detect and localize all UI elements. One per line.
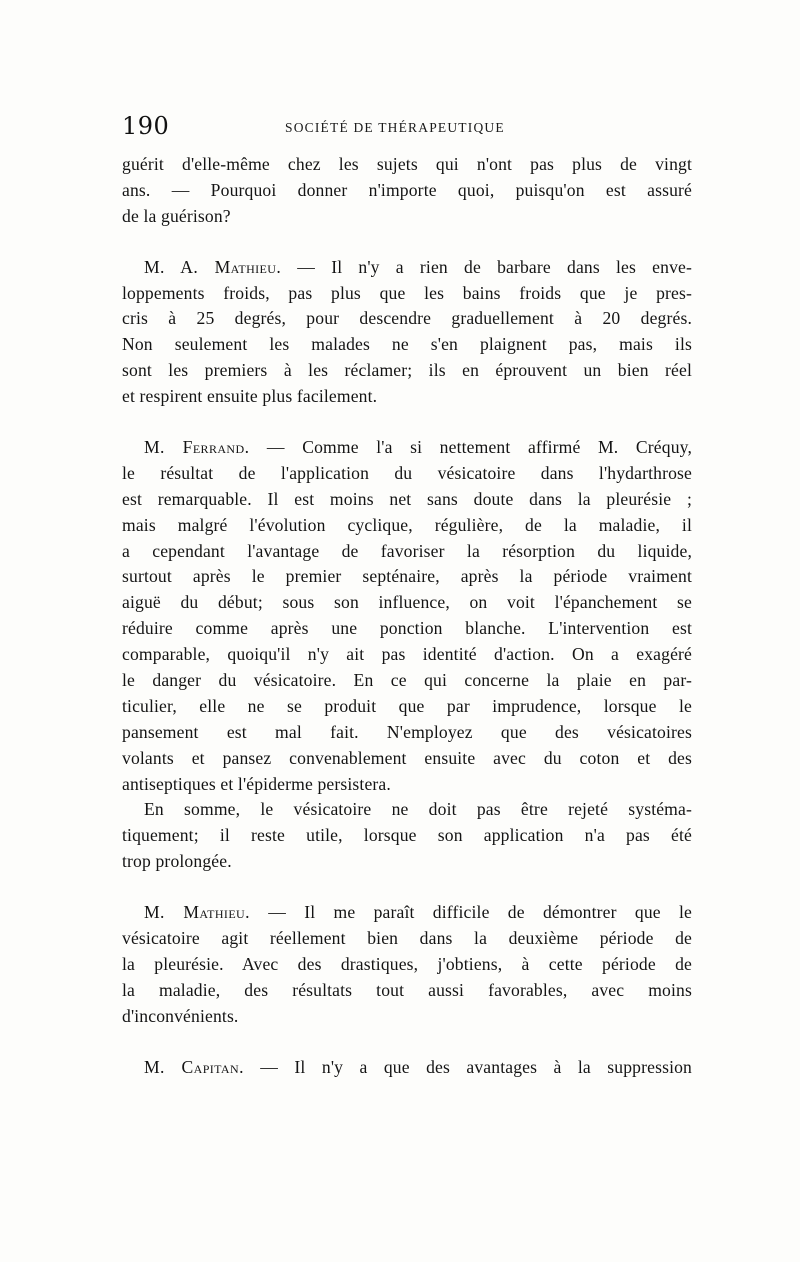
text-line: Non seulement les malades ne s'en plaignent pas, mais ils — [122, 334, 692, 355]
text-line: réduire comme après une ponction blanche. L'intervention est — [122, 618, 692, 639]
text-line: aiguë du début; sous son influence, on voit l'épanchement se — [122, 592, 692, 613]
paragraph — [122, 255, 692, 410]
text-line: le résultat de l'application du vésicatoire dans l'hydarthrose — [122, 462, 692, 483]
text-line: la pleurésie. Avec des drastiques, j'obtiens, à cette période de — [122, 953, 692, 974]
text-line — [122, 255, 692, 281]
body-text — [122, 152, 692, 1106]
text-line: loppements froids, pas plus que les bains froids que je pres- — [122, 282, 692, 303]
line-text: — Il n'y a rien de barbare dans les enve- — [281, 256, 692, 277]
paragraph — [122, 900, 692, 1029]
page-number: 190 — [122, 112, 170, 140]
speaker-name: M. Capitan. — [144, 1056, 244, 1077]
paragraph — [122, 1055, 692, 1081]
speaker-name: M. Ferrand. — [144, 437, 250, 458]
page-header — [122, 112, 692, 142]
text-line: volants et pansez convenablement ensuite avec du coton et des — [122, 747, 692, 768]
text-line — [122, 435, 692, 461]
text-line: vésicatoire agit réellement bien dans la deuxième période de — [122, 928, 692, 949]
line-text: — Comme l'a si nettement affirmé M. Créquy, — [249, 437, 692, 458]
text-line: la maladie, des résultats tout aussi favorables, avec moins — [122, 979, 692, 1000]
text-line: ticulier, elle ne se produit que par imprudence, lorsque le — [122, 695, 692, 716]
text-line: trop prolongée. — [122, 851, 232, 872]
text-line: a cependant l'avantage de favoriser la résorption du liquide, — [122, 540, 692, 561]
running-head: SOCIÉTÉ DE THÉRAPEUTIQUE — [285, 120, 505, 135]
line-text: — Il n'y a que des avantages à la suppression — [243, 1056, 692, 1077]
speaker-name: M. Mathieu. — [144, 902, 250, 923]
text-line: mais malgré l'évolution cyclique, régulière, de la maladie, il — [122, 514, 692, 535]
text-line: est remarquable. Il est moins net sans doute dans la pleurésie ; — [122, 488, 692, 509]
text-line: En somme, le vésicatoire ne doit pas être rejeté systéma- — [144, 799, 692, 820]
text-line: de la guérison? — [122, 205, 231, 226]
text-line — [122, 1055, 692, 1081]
line-text: — Il me paraît difficile de démontrer que le — [249, 902, 692, 923]
text-line: pansement est mal fait. N'employez que des vésicatoires — [122, 721, 692, 742]
paragraph — [122, 797, 692, 875]
text-line: comparable, quoiqu'il n'y ait pas identité d'action. On a exagéré — [122, 644, 692, 665]
text-line: ans. — Pourquoi donner n'importe quoi, puisqu'on est assuré — [122, 179, 692, 200]
text-line: surtout après le premier septénaire, après la période vraiment — [122, 566, 692, 587]
paragraph — [122, 152, 692, 230]
speaker-name: M. A. Mathieu. — [144, 256, 282, 277]
text-line: guérit d'elle-même chez les sujets qui n'ont pas plus de vingt — [122, 154, 692, 174]
text-line: tiquement; il reste utile, lorsque son application n'a pas été — [122, 825, 692, 846]
text-line: et respirent ensuite plus facilement. — [122, 386, 378, 407]
text-line: cris à 25 degrés, pour descendre graduellement à 20 degrés. — [122, 308, 692, 329]
text-line: d'inconvénients. — [122, 1005, 239, 1026]
text-line: sont les premiers à les réclamer; ils en éprouvent un bien réel — [122, 360, 692, 381]
paragraph — [122, 435, 692, 797]
text-line: le danger du vésicatoire. En ce qui concerne la plaie en par- — [122, 670, 692, 691]
text-line: antiseptiques et l'épiderme persistera. — [122, 773, 391, 794]
text-line — [122, 900, 692, 926]
